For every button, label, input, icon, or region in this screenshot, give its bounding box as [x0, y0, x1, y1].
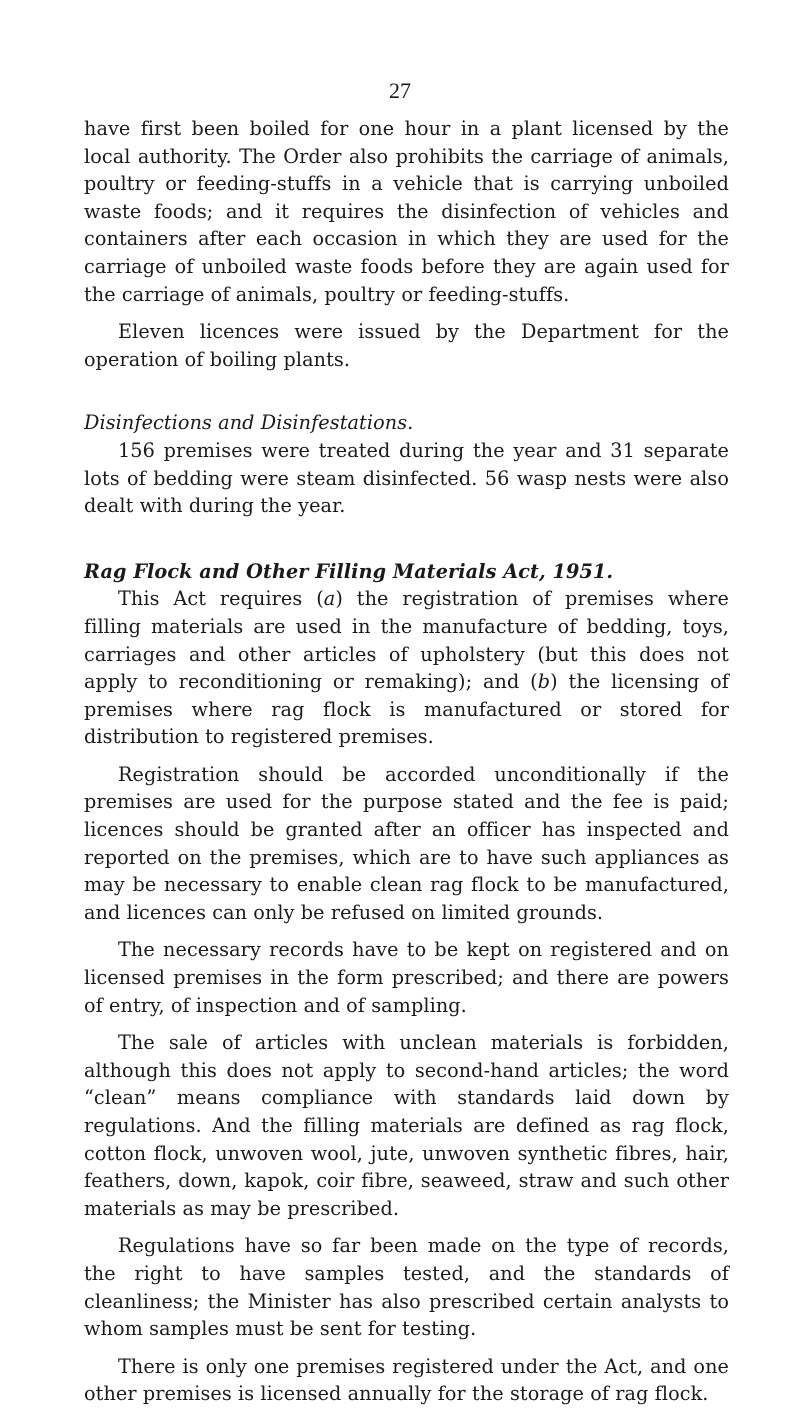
paragraph-regulations: Regulations have so far been made on the type of records, the right to have samples tested, and the standards of cleanliness; the Minister has also prescribed certain analysts to whom samples must be sent for testing. — [84, 1234, 729, 1341]
paragraph-disinfections: 156 premises were treated during the year and 31 separate lots of bedding were steam disinfected. 56 wasp nests were also dealt with during the year. — [84, 438, 729, 518]
paragraph-registration: Registration should be accorded unconditionally if the premises are used for the purpose stated and the fee is paid; licences should be granted after an officer has inspected and reported on the premises, which are to have such appliances as may be necessary to enable clean rag flock to be manufactured, and licences can only be refused on limited grounds. — [84, 762, 729, 924]
paragraph-records: The necessary records have to be kept on registered and on licensed premises in the form prescribed; and there are powers of entry, of inspection and of sampling. — [84, 938, 729, 1017]
paragraph-act-requirements — [84, 585, 729, 751]
section-heading-rag-flock: Rag Flock and Other Filling Materials Act, 1951. — [84, 559, 614, 583]
section-heading-disinfections: Disinfections and Disinfestations. — [84, 411, 414, 435]
text-run: ) the licensing of premises where rag flock is manufactured or stored for distribution to registered premises. — [84, 670, 730, 749]
continued-paragraph: have first been boiled for one hour in a plant licensed by the local authority. The Order also prohibits the carriage of animals, poultry or feeding-stuffs in a vehicle that is carrying unboiled waste foods; and it requires the disinfection of vehicles and containers after each occasion in which they are used for the carriage of unboiled waste foods before they are again used for the carriage of animals, poultry or feeding-stuffs. — [84, 117, 729, 306]
document-body — [84, 115, 729, 1418]
paragraph-premises-count: There is only one premises registered under the Act, and one other premises is licensed annually for the storage of rag flock. — [84, 1354, 729, 1406]
paragraph-sale-of-articles: The sale of articles with unclean materials is forbidden, although this does not apply to second-hand articles; the word “clean” means compliance with standards laid down by regulations. And the filling materials are defined as rag flock, cotton flock, unwoven wool, jute, unwoven synthetic fibres, hair, feathers, down, kapok, coir fibre, seaweed, straw and such other materials as may be prescribed. — [84, 1031, 729, 1220]
page-number: 27 — [389, 78, 411, 103]
text-run: This Act requires ( — [118, 587, 324, 611]
text-run: ) the registration of premises where filling materials are used in the manufacture of bedding, toys, carriages and other articles of upholstery (but this does not apply to reconditioning or remaking); and ( — [84, 587, 729, 694]
item-letter-b: b — [537, 670, 551, 694]
item-letter-a: a — [323, 587, 336, 611]
paragraph-licences: Eleven licences were issued by the Department for the operation of boiling plants. — [84, 320, 729, 371]
